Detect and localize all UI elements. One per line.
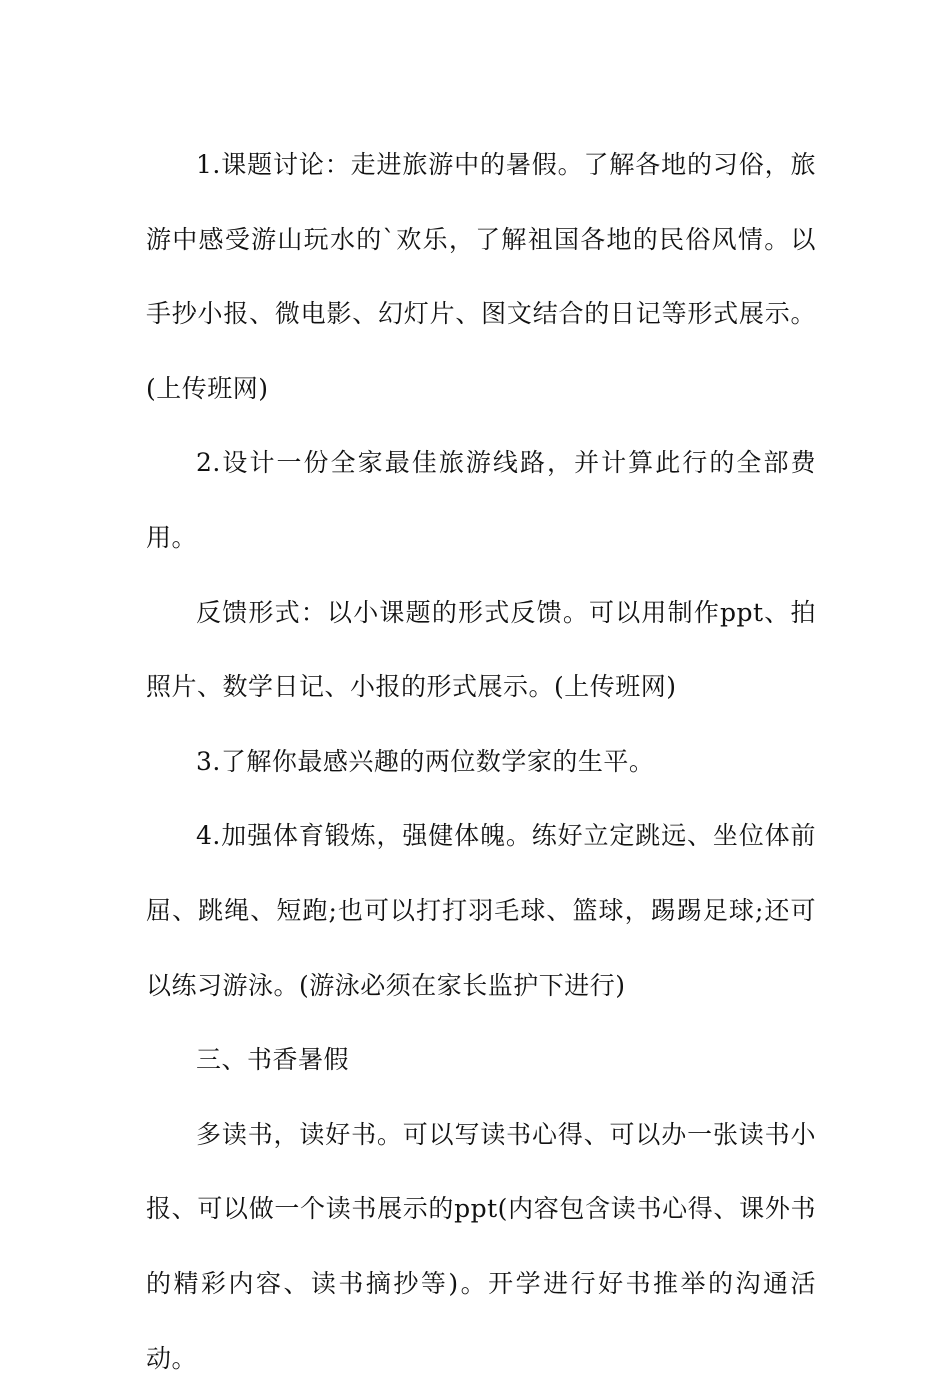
paragraph-physical-exercise: 4.加强体育锻炼，强健体魄。练好立定跳远、坐位体前屈、跳绳、短跑;也可以打打羽毛球、篮球，踢踢足球;还可以练习游泳。(游泳必须在家长监护下进行) [146, 821, 816, 1000]
paragraph-feedback-form: 反馈形式：以小课题的形式反馈。可以用制作ppt、拍照片、数学日记、小报的形式展示。(上传班网) [146, 597, 816, 702]
paragraph-topic-discussion: 1.课题讨论：走进旅游中的暑假。了解各地的习俗，旅游中感受游山玩水的`欢乐，了解祖国各地的民俗风情。以手抄小报、微电影、幻灯片、图文结合的日记等形式展示。(上传班网) [146, 150, 816, 403]
paragraph-travel-route: 2.设计一份全家最佳旅游线路，并计算此行的全部费用。 [146, 448, 816, 552]
paragraph-mathematicians: 3.了解你最感兴趣的两位数学家的生平。 [196, 746, 655, 776]
section-heading-reading-summer: 三、书香暑假 [196, 1045, 350, 1075]
document-body [146, 128, 816, 1396]
paragraph-reading: 多读书，读好书。可以写读书心得、可以办一张读书小报、可以做一个读书展示的ppt(内容包含读书心得、课外书的精彩内容、读书摘抄等)。开学进行好书推举的沟通活动。 [146, 1119, 816, 1373]
